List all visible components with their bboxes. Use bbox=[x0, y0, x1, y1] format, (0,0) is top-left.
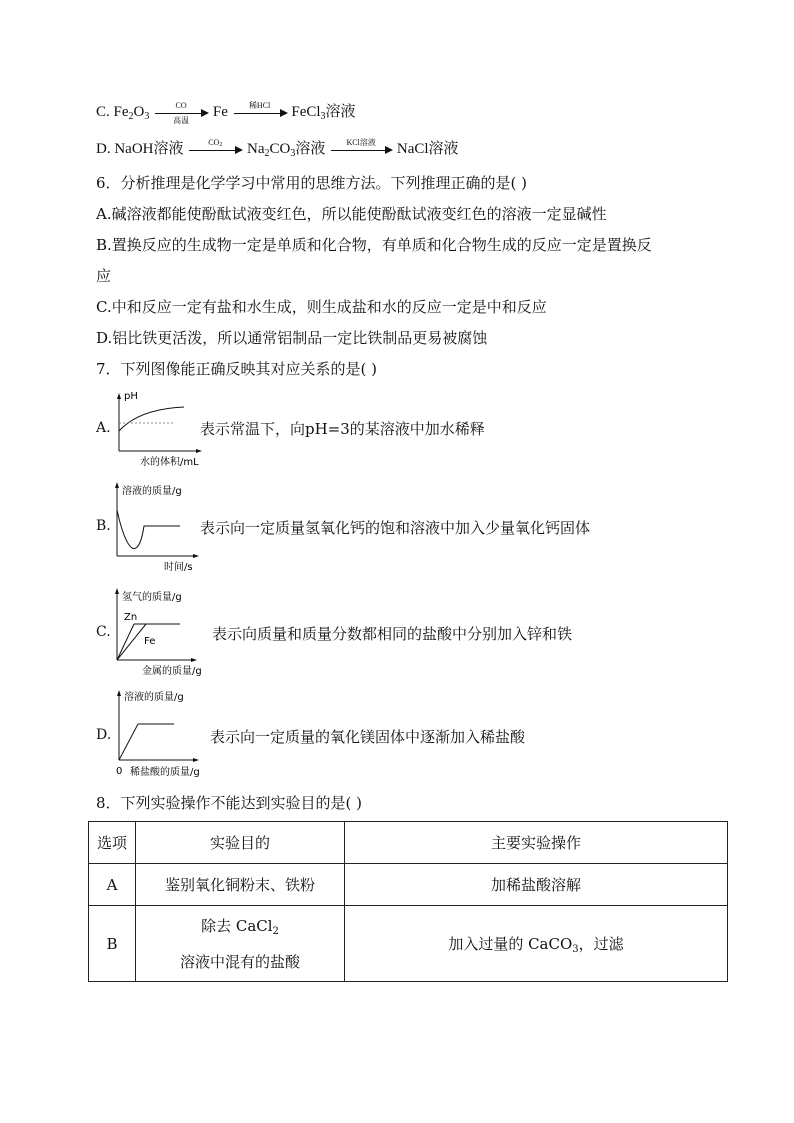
formula-part: 溶液 bbox=[325, 104, 356, 120]
subscript: 2 bbox=[219, 141, 223, 148]
q7-graph-c bbox=[112, 586, 212, 680]
q7-option-b-label: B. bbox=[96, 518, 111, 534]
graph-a-xlabel: 水的体积/mL bbox=[140, 457, 199, 468]
formula-part: Fe bbox=[113, 104, 129, 120]
cell-option: A bbox=[89, 864, 136, 906]
question-7-stem: 7．下列图像能正确反映其对应关系的是( ) bbox=[96, 360, 378, 378]
q7-graph-a bbox=[114, 387, 204, 469]
subscript: 3 bbox=[572, 943, 579, 955]
q7-option-d-desc: 表示向一定质量的氧化镁固体中逐渐加入稀盐酸 bbox=[210, 728, 526, 746]
question-8-stem: 8．下列实验操作不能达到实验目的是( ) bbox=[96, 794, 363, 812]
q7-option-a-desc: 表示常温下，向pH=3的某溶液中加水稀释 bbox=[200, 420, 485, 438]
graph-a-ylabel: pH bbox=[124, 391, 138, 402]
table-header-row bbox=[89, 822, 728, 864]
cell-operation: 加稀盐酸溶解 bbox=[345, 864, 728, 906]
subscript: 3 bbox=[290, 148, 296, 159]
q7-graph-b bbox=[112, 480, 202, 575]
formula-part: O bbox=[133, 104, 145, 120]
header-option: 选项 bbox=[89, 822, 136, 864]
reaction-arrow bbox=[234, 100, 286, 123]
graph-d-xlabel: 稀盐酸的质量/g bbox=[130, 767, 200, 778]
question-6-option-a: A.碱溶液都能使酚酞试液变红色，所以能使酚酞试液变红色的溶液一定显碱性 bbox=[96, 205, 607, 223]
subscript: 2 bbox=[264, 148, 270, 159]
experiment-table bbox=[88, 821, 728, 982]
table-row bbox=[89, 864, 728, 906]
subscript: 3 bbox=[320, 111, 326, 122]
graph-d-ylabel: 溶液的质量/g bbox=[124, 692, 184, 703]
question-6-option-d: D.铝比铁更活泼，所以通常铝制品一定比铁制品更易被腐蚀 bbox=[96, 329, 488, 347]
reaction-arrow bbox=[155, 100, 207, 125]
header-goal: 实验目的 bbox=[136, 822, 345, 864]
question-6-stem: 6．分析推理是化学学习中常用的思维方法。下列推理正确的是( ) bbox=[96, 174, 528, 192]
formula-part: CO bbox=[269, 141, 291, 157]
arrow-bottom-label: 高温 bbox=[173, 115, 190, 125]
operation-text: ，过滤 bbox=[578, 934, 624, 953]
arrow-top-label: 稀HCl bbox=[248, 100, 271, 110]
question-6-option-b: B.置换反应的生成物一定是单质和化合物，有单质和化合物生成的反应一定是置换反 bbox=[96, 236, 652, 254]
question-6-option-c: C.中和反应一定有盐和水生成，则生成盐和水的反应一定是中和反应 bbox=[96, 298, 547, 316]
graph-b-ylabel: 溶液的质量/g bbox=[122, 486, 182, 497]
cell-goal: 鉴别氧化铜粉末、铁粉 bbox=[136, 864, 345, 906]
formula-part: 溶液 bbox=[295, 141, 326, 157]
graph-c-xlabel: 金属的质量/g bbox=[142, 666, 202, 677]
cell-operation bbox=[345, 906, 728, 982]
q7-option-a-label: A. bbox=[96, 420, 111, 436]
subscript: 2 bbox=[272, 925, 279, 937]
cell-option: B bbox=[89, 906, 136, 982]
arrow-top-label bbox=[189, 138, 241, 150]
question-6-option-b-cont: 应 bbox=[96, 267, 112, 285]
q7-option-b-desc: 表示向一定质量氢氧化钙的饱和溶液中加入少量氧化钙固体 bbox=[200, 519, 591, 537]
cell-goal bbox=[136, 906, 345, 982]
operation-text: 加入过量的 CaCO bbox=[448, 934, 573, 953]
graph-c-fe-label: Fe bbox=[144, 636, 156, 647]
table-row bbox=[89, 906, 728, 982]
graph-b-xlabel: 时间/s bbox=[164, 562, 193, 573]
formula-part: NaCl溶液 bbox=[396, 141, 459, 157]
goal-text: 除去 CaCl bbox=[201, 916, 273, 935]
graph-c-ylabel: 氢气的质量/g bbox=[122, 592, 182, 603]
q7-graph-d bbox=[112, 688, 212, 780]
arrow-top-label: KCl溶液 bbox=[346, 137, 376, 147]
arrow-top-label: CO bbox=[175, 100, 187, 110]
formula-part: CO bbox=[208, 137, 220, 147]
formula-part: Na bbox=[247, 141, 265, 157]
graph-d-origin: 0 bbox=[116, 766, 123, 777]
graph-c-zn-label: Zn bbox=[124, 612, 138, 623]
formula-part: FeCl bbox=[291, 104, 321, 120]
formula-part: Fe bbox=[212, 104, 228, 120]
formula-part: NaOH溶液 bbox=[114, 141, 184, 157]
option-c-reaction bbox=[96, 100, 356, 123]
subscript: 3 bbox=[144, 111, 150, 122]
cell-goal-line-2: 溶液中混有的盐酸 bbox=[179, 952, 300, 971]
header-operation: 主要实验操作 bbox=[345, 822, 728, 864]
cell-goal-line-1 bbox=[136, 911, 344, 947]
reaction-arrow bbox=[331, 137, 391, 160]
q7-option-c-desc: 表示向质量和质量分数都相同的盐酸中分别加入锌和铁 bbox=[212, 625, 573, 643]
reaction-arrow bbox=[189, 137, 241, 160]
q7-option-d-label: D. bbox=[96, 727, 112, 743]
option-label: C. bbox=[96, 104, 110, 120]
option-d-reaction bbox=[96, 137, 459, 160]
subscript: 2 bbox=[128, 111, 134, 122]
option-label: D. bbox=[96, 141, 111, 157]
q7-option-c-label: C. bbox=[96, 624, 111, 640]
